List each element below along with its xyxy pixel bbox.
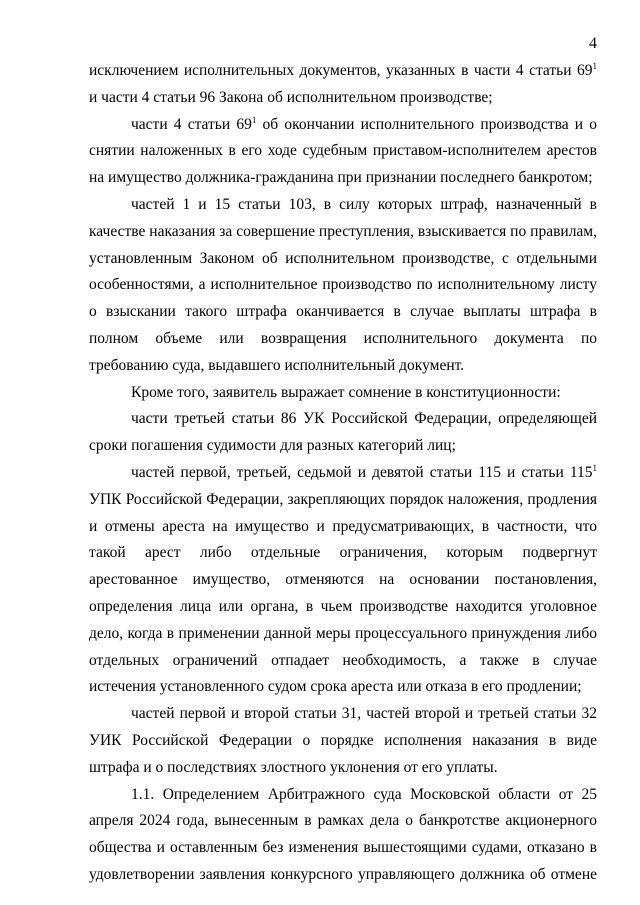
paragraph-3-end: требованию суда, выдавшего исполнительный документ. (89, 356, 465, 374)
superscript: 1 (251, 114, 257, 125)
paragraph-8-line: общества и оставленным без изменения вышестоящими судами, отказано в (89, 839, 597, 857)
paragraph-1-end: и части 4 статьи 96 Закона об исполнительном производстве; (89, 88, 493, 106)
paragraph-6-line: отдельных ограничений отпадает необходимость, а также в случае (89, 651, 597, 669)
paragraph-3-line: качестве наказания за совершение преступления, взыскивается по правилам, (89, 222, 597, 240)
paragraph-3-line: установленным Законом об исполнительном производстве, с отдельными (89, 249, 597, 267)
paragraph-7-line: УИК Российской Федерации о порядке исполнения наказания в виде (89, 731, 597, 749)
paragraph-5: части третьей статьи 86 УК Российской Федерации, определяющей (131, 410, 597, 428)
paragraph-6: частей первой, третьей, седьмой и девятой статьи 115 и статьи $115^1$ (131, 462, 597, 481)
superscript: 1 (592, 61, 597, 71)
paragraph-6-line: определения лица или органа, в чьем производстве находится уголовное (89, 597, 597, 615)
paragraph-8-line: апреля 2024 года, вынесенным в рамках дела о банкротстве акционерного (89, 812, 597, 830)
paragraph-3: частей 1 и 15 статьи 103, в силу которых штраф, назначенный в (131, 195, 597, 213)
paragraph-6-line: арестованное имущество, отменяются на основании постановления, (89, 571, 597, 589)
paragraph-7: частей первой и второй статьи 31, частей второй и третьей статьи 32 (131, 705, 597, 723)
paragraph-8: 1.1. Определением Арбитражного суда Московской области от 25 (131, 785, 597, 803)
paragraph-5-end: сроки погашения судимости для разных категорий лиц; (89, 437, 456, 455)
paragraph-3-line: особенностями, а исполнительное производство по исполнительному листу (89, 276, 597, 294)
paragraph-7-end: штрафа и о последствиях злостного уклонения от его уплаты. (89, 758, 498, 776)
paragraph-6-line: дело, когда в применении данной меры процессуального принуждения либо (89, 624, 597, 642)
paragraph-1: исключением исполнительных документов, указанных в части 4 статьи $69^1$ (89, 61, 597, 79)
paragraph-6-line: такой арест либо отдельные ограничения, которым подвергнут (89, 544, 597, 562)
paragraph-8-line: удовлетворении заявления конкурсного управляющего должника об отмене (89, 865, 597, 883)
paragraph-3-line: полном объеме или возвращения исполнительного документа по (89, 329, 597, 347)
superscript: 1 (592, 462, 597, 473)
paragraph-3-line: о взыскании такого штрафа оканчивается в случае выплаты штрафа в (89, 303, 597, 321)
paragraph-6-line: УПК Российской Федерации, закрепляющих порядок наложения, продления (89, 490, 597, 508)
paragraph-4: Кроме того, заявитель выражает сомнение в конституционности: (131, 383, 561, 401)
paragraph-6-line: и отмены ареста на имущество и предусматривающих, в частности, что (89, 517, 597, 535)
paragraph-2: части 4 статьи $69^1$ об окончании исполнительного производства и о (131, 114, 597, 133)
document-body (89, 58, 597, 889)
page-number: 4 (589, 35, 597, 52)
paragraph-2-end: на имущество должника-гражданина при признании последнего банкротом; (89, 169, 593, 187)
paragraph-6-end: истечения установленного судом срока ареста или отказа в его продлении; (89, 678, 582, 696)
paragraph-2-line: снятии наложенных в его ходе судебным приставом-исполнителем арестов (89, 142, 597, 160)
